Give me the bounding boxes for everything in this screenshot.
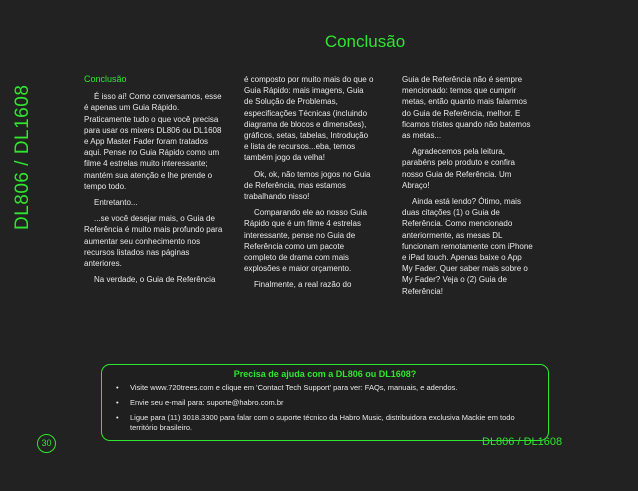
help-box (101, 364, 549, 441)
help-item-text: Envie seu e-mail para: suporte@habro.com.br (130, 398, 284, 407)
paragraph: Agradecemos pela leitura, parabéns pelo produto e confira nosso Guia de Referência. Um Abraço! (402, 147, 515, 190)
text-column-3 (402, 74, 534, 302)
help-list (102, 383, 548, 433)
bullet-icon: • (116, 398, 119, 407)
paragraph: Finalmente, a real razão do (254, 280, 352, 290)
footer-title: DL806 / DL1608 (482, 436, 563, 448)
paragraph: Ok, ok, não temos jogos no Guia de Referência, mas estamos trabalhando nisso! (244, 169, 371, 202)
paragraph: Guia de Referência não é sempre mencionado: temos que cumprir metas, então quanto mais falarmos do Guia de Referência, melhor. E ficamos tristes quando não batemos as metas... (402, 75, 531, 141)
paragraph: Ainda está lendo? Ótimo, mais duas citações (1) o Guia de Referência. Como mencionado anteriormente, as mesas DL funcionam remotamente com iPhone e iPad touch. Apenas baixe o App My Fader. Quer saber mais sobre o My Fader? Veja o (2) Guia de Referência! (402, 197, 533, 296)
text-column-1 (84, 74, 226, 290)
side-title-text: DL806 / DL1608 (12, 84, 33, 230)
help-item (116, 383, 538, 393)
paragraph: Comparando ele ao nosso Guia Rápido que é um filme 4 estrelas interessante, pense no Guia de Referência como um pacote completo de drama com mais explosões e maior orçamento. (244, 208, 367, 274)
bullet-icon: • (116, 383, 119, 392)
section-subheading: Conclusão (84, 74, 127, 84)
paragraph: É isso aí! Como conversamos, esse é apenas um Guia Rápido. Praticamente tudo o que você precisa para usar os mixers DL806 ou DL1608 e App Master Fader foram tratados aqui. Pense no Guia Rápido como um filme 4 estrelas muito interessante; mantém sua atenção e lhe prende o tempo todo. (84, 92, 222, 191)
page-title: Conclusão (324, 32, 406, 51)
help-item-text: Visite www.720trees.com e clique em 'Contact Tech Support' para ver: FAQs, manuais, e adendos. (130, 383, 458, 392)
vertical-side-title (8, 40, 38, 230)
paragraph: Na verdade, o Guia de Referência (94, 275, 216, 285)
help-item (116, 398, 538, 408)
help-item-text: Ligue para (11) 3018.3300 para falar com o suporte técnico da Habro Music, distribuidora exclusiva Mackie em todo território brasileiro. (130, 413, 515, 432)
page-number-badge: 30 (37, 434, 56, 453)
help-box-title: Precisa de ajuda com a DL806 ou DL1608? (233, 369, 417, 379)
text-column-2 (244, 74, 374, 296)
paragraph: Entretanto... (94, 198, 138, 208)
paragraph: ...se você desejar mais, o Guia de Referência é muito mais profundo para aumentar seu conhecimento nos recursos listados nas páginas anteriores. (84, 214, 223, 269)
help-item (116, 413, 538, 433)
bullet-icon: • (116, 413, 119, 422)
paragraph: é composto por muito mais do que o Guia Rápido: mais imagens, Guia de Solução de Problemas, especificações Técnicas (incluindo diagrama de blocos e dimensões), gráficos, setas, tabelas, Introdução e lista de recursos...eba, temos também jogo da velha! (244, 75, 374, 163)
